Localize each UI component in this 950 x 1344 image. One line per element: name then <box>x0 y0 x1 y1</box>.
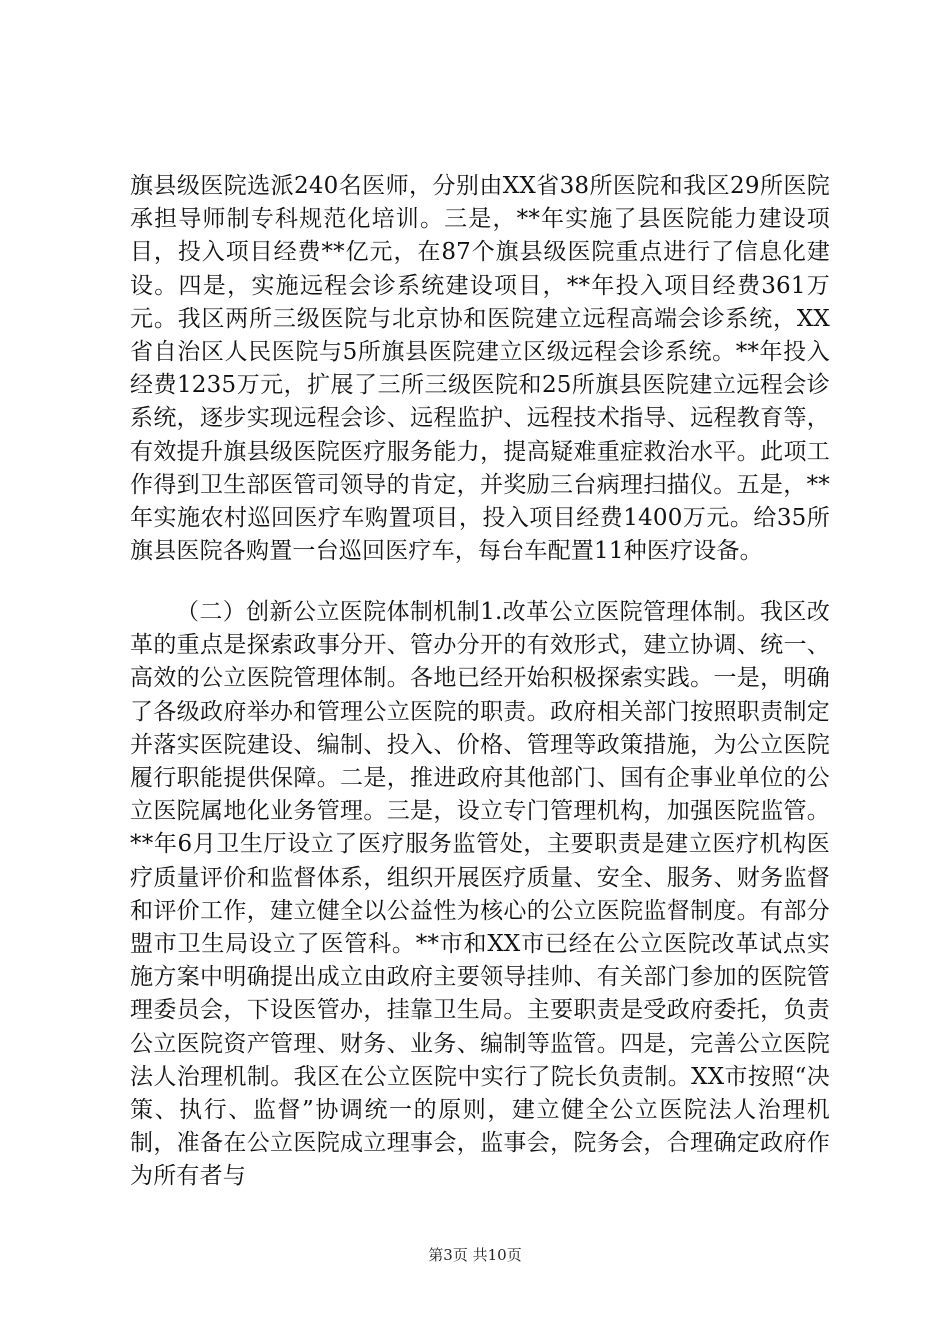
body-paragraph-2: （二）创新公立医院体制机制1.改革公立医院管理体制。我区改革的重点是探索政事分开、管办分开的有效形式，建立协调、统一、高效的公立医院管理体制。各地已经开始积极探索实践。一是，明确了各级政府举办和管理公立医院的职责。政府相关部门按照职责制定并落实医院建设、编制、投入、价格、管理等政策措施，为公立医院履行职能提供保障。二是，推进政府其他部门、国有企事业单位的公立医院属地化业务管理。三是，设立专门管理机构，加强医院监管。**年6月卫生厅设立了医疗服务监管处，主要职责是建立医疗机构医疗质量评价和监督体系，组织开展医疗质量、安全、服务、财务监督和评价工作，建立健全以公益性为核心的公立医院监督制度。有部分盟市卫生局设立了医管科。**市和XX市已经在公立医院改革试点实施方案中明确提出成立由政府主要领导挂帅、有关部门参加的医院管理委员会，下设医管办，挂靠卫生局。主要职责是受政府委托，负责公立医院资产管理、财务、业务、编制等监管。四是，完善公立医院法人治理机制。我区在公立医院中实行了院长负责制。XX市按照“决策、执行、监督”协调统一的原则，建立健全公立医院法人治理机制，准备在公立医院成立理事会，监事会，院务会，合理确定政府作为所有者与 <box>130 599 830 1190</box>
body-paragraph-1: 旗县级医院选派240名医师，分别由XX省38所医院和我区29所医院承担导师制专科规范化培训。三是，**年实施了县医院能力建设项目，投入项目经费**亿元，在87个旗县级医院重点进行了信息化建设。四是，实施远程会诊系统建设项目，**年投入项目经费361万元。我区两所三级医院与北京协和医院建立远程高端会诊系统，XX省自治区人民医院与5所旗县医院建立区级远程会诊系统。**年投入经费1235万元，扩展了三所三级医院和25所旗县医院建立远程会诊系统，逐步实现远程会诊、远程监护、远程技术指导、远程教育等，有效提升旗县级医院医疗服务能力，提高疑难重症救治水平。此项工作得到卫生部医管司领导的肯定，并奖励三台病理扫描仪。五是，**年实施农村巡回医疗车购置项目，投入项目经费1400万元。给35所旗县医院各购置一台巡回医疗车，每台车配置11种医疗设备。 <box>130 173 830 565</box>
page-footer: 第3页 共10页 <box>428 1246 522 1264</box>
